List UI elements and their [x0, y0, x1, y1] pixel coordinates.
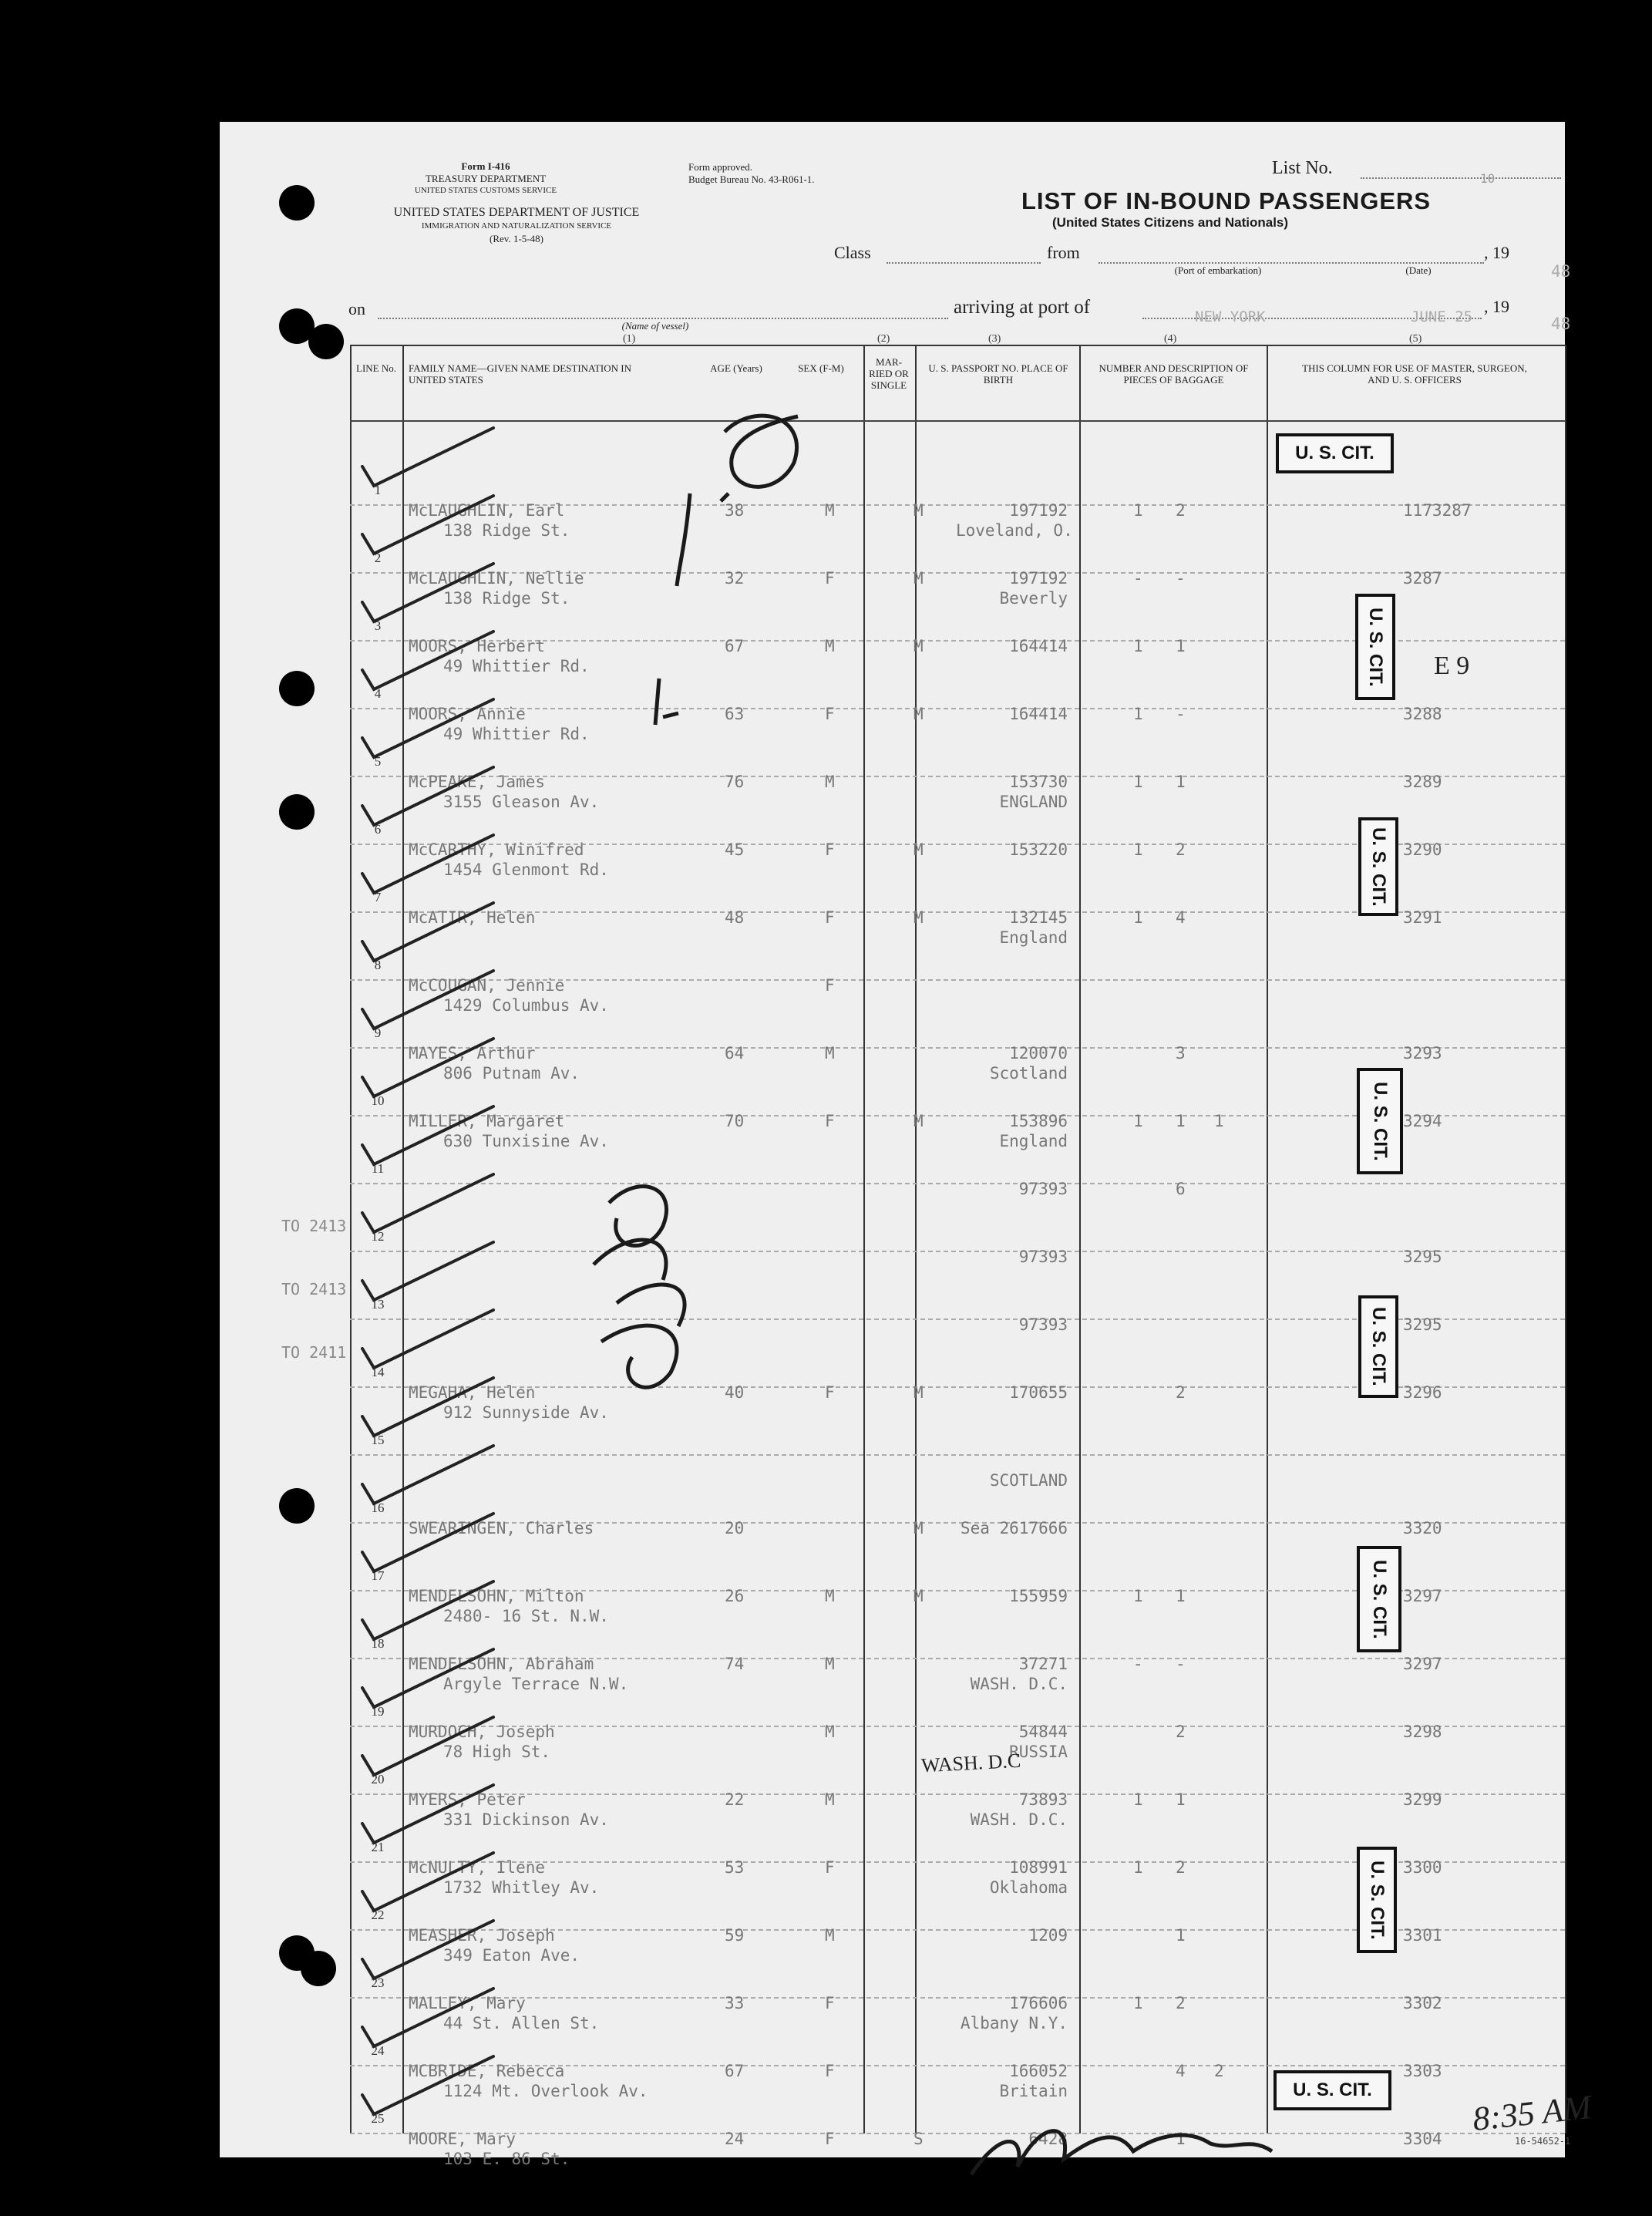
- officer-number: 3298: [1403, 1723, 1442, 1741]
- justice-dept: UNITED STATES DEPARTMENT OF JUSTICE: [393, 206, 640, 219]
- officer-number: 3295: [1403, 1315, 1442, 1334]
- us-cit-stamp: U. S. CIT.: [1273, 2070, 1391, 2110]
- year-value-2: 48: [1551, 315, 1571, 333]
- passenger-age: 67: [725, 637, 745, 655]
- baggage-count: 3: [1176, 1044, 1186, 1063]
- passport-number: 132145: [1009, 908, 1068, 927]
- baggage-count: 2: [1214, 2062, 1224, 2080]
- col-num-4: (4): [1164, 333, 1177, 345]
- col-num-1: (1): [623, 333, 636, 345]
- baggage-count: 1: [1133, 773, 1143, 791]
- line-number: 25: [371, 2111, 385, 2126]
- line-number: 3: [374, 618, 382, 633]
- officer-number: 3288: [1403, 705, 1442, 723]
- form-approved: Form approved.: [688, 161, 753, 173]
- baggage-count: 2: [1176, 1723, 1186, 1741]
- page-title: LIST OF IN-BOUND PASSENGERS: [1021, 187, 1432, 214]
- officer-number: 3297: [1403, 1655, 1442, 1673]
- passenger-address: 349 Eaton Ave.: [443, 1946, 580, 1965]
- check-mark: [362, 1989, 493, 2046]
- passenger-name: MAYES, Arthur: [409, 1044, 536, 1063]
- marital-status: M: [913, 637, 924, 655]
- port-value: NEW YORK: [1195, 308, 1266, 325]
- check-mark: [362, 564, 493, 621]
- passenger-sex: M: [825, 637, 835, 655]
- us-cit-stamp: U. S. CIT.: [1357, 1546, 1401, 1652]
- passenger-sex: M: [825, 1587, 835, 1605]
- check-mark: [362, 1039, 493, 1096]
- passport-number: 108991: [1009, 1858, 1068, 1877]
- arriving-label: arriving at port of: [954, 297, 1091, 318]
- passenger-age: 70: [725, 1112, 745, 1130]
- baggage-count: 1: [1133, 840, 1143, 859]
- passenger-age: 20: [725, 1519, 745, 1537]
- passenger-address: 78 High St.: [443, 1743, 551, 1761]
- class-label: Class: [834, 243, 871, 262]
- check-mark: [362, 631, 493, 689]
- officer-number: 3289: [1403, 773, 1442, 791]
- footer-code: 16-54652-1: [1515, 2136, 1571, 2147]
- check-mark: [362, 1785, 493, 1843]
- line-number: 9: [374, 1025, 382, 1040]
- marital-status: M: [913, 569, 924, 588]
- passenger-age: 40: [725, 1383, 745, 1402]
- place-of-birth: RUSSIA: [1009, 1743, 1068, 1761]
- line-number: 24: [371, 2043, 385, 2058]
- year-label-1: , 19: [1484, 243, 1509, 262]
- line-number: 17: [371, 1568, 385, 1583]
- check-mark: [362, 1446, 493, 1504]
- baggage-count: 1: [1133, 908, 1143, 927]
- budget-bureau: Budget Bureau No. 43-R061-1.: [688, 173, 815, 185]
- baggage-count: -: [1176, 705, 1186, 723]
- check-mark: [362, 1921, 493, 1979]
- passenger-address: 2480- 16 St. N.W.: [443, 1607, 609, 1625]
- baggage-count: 6: [1176, 1180, 1186, 1198]
- line-number: 14: [371, 1365, 385, 1379]
- passenger-name: MOORS, Annie: [409, 705, 526, 723]
- margin-note: TO 2413: [281, 1280, 347, 1298]
- passport-number: 166052: [1009, 2062, 1068, 2080]
- marital-status: M: [913, 1587, 924, 1605]
- passenger-address: 331 Dickinson Av.: [443, 1810, 609, 1829]
- passenger-sex: M: [825, 501, 835, 520]
- officer-number: 3296: [1403, 1383, 1442, 1402]
- date-caption: (Date): [1405, 264, 1432, 276]
- check-mark: [362, 1717, 493, 1775]
- marital-status: M: [913, 1112, 924, 1130]
- officer-number: 3301: [1403, 1926, 1442, 1945]
- marital-status: M: [913, 908, 924, 927]
- passenger-sex: F: [825, 1383, 835, 1402]
- baggage-count: -: [1133, 569, 1143, 588]
- line-number: 23: [371, 1975, 385, 1990]
- passport-number: 120070: [1009, 1044, 1068, 1063]
- marital-status: M: [913, 705, 924, 723]
- colhead-line: LINE No.: [356, 362, 396, 374]
- passenger-age: 38: [725, 501, 745, 520]
- list-no-label: List No.: [1272, 158, 1333, 178]
- colhead-sex: SEX (F-M): [798, 362, 844, 374]
- colhead-officers: THIS COLUMN FOR USE OF MASTER, SURGEON, AND U. S. OFFICERS: [1302, 362, 1527, 386]
- check-mark: [362, 1174, 493, 1232]
- officer-number: 3290: [1403, 840, 1442, 859]
- passenger-sex: F: [825, 2130, 835, 2148]
- check-mark: [362, 699, 493, 757]
- port-embark-caption: (Port of embarkation): [1174, 264, 1262, 276]
- place-of-birth: England: [999, 928, 1068, 947]
- passport-number: 37271: [1018, 1655, 1068, 1673]
- passenger-sex: M: [825, 1790, 835, 1809]
- line-number: 13: [371, 1297, 385, 1312]
- passenger-address: 138 Ridge St.: [443, 589, 570, 608]
- marital-status: M: [913, 501, 924, 520]
- baggage-count: -: [1133, 1655, 1143, 1673]
- passenger-name: MENDELSOHN, Milton: [409, 1587, 584, 1605]
- passport-number: 6428: [1028, 2130, 1068, 2148]
- treasury-dept: TREASURY DEPARTMENT: [425, 173, 547, 184]
- passenger-age: 33: [725, 1994, 745, 2012]
- line-number: 20: [371, 1772, 385, 1787]
- check-mark: [362, 496, 493, 554]
- passenger-age: 48: [725, 908, 745, 927]
- place-of-birth: WASH. D.C.: [970, 1810, 1068, 1829]
- passenger-sex: M: [825, 1044, 835, 1063]
- us-cit-stamp: U. S. CIT.: [1358, 1295, 1398, 1398]
- baggage-count: 4: [1176, 908, 1186, 927]
- passenger-sex: F: [825, 705, 835, 723]
- passenger-address: 630 Tunxisine Av.: [443, 1132, 609, 1150]
- passenger-address: 806 Putnam Av.: [443, 1064, 580, 1083]
- line-number: 6: [374, 822, 382, 837]
- passenger-sex: F: [825, 1112, 835, 1130]
- passenger-age: 22: [725, 1790, 745, 1809]
- passenger-address: 1124 Mt. Overlook Av.: [443, 2082, 648, 2100]
- baggage-count: 1: [1133, 501, 1143, 520]
- place-of-birth: SCOTLAND: [989, 1471, 1068, 1490]
- officer-number: 3303: [1403, 2062, 1442, 2080]
- marital-status: S: [913, 2130, 924, 2148]
- passenger-name: McATIR, Helen: [409, 908, 536, 927]
- passenger-address: Argyle Terrace N.W.: [443, 1675, 629, 1693]
- passport-number: Sea 2617666: [960, 1519, 1068, 1537]
- vessel-caption: (Name of vessel): [621, 320, 689, 332]
- scribble-mark: [594, 1187, 685, 1326]
- officer-number: 3297: [1403, 1587, 1442, 1605]
- passport-number: 153220: [1009, 840, 1068, 859]
- passenger-sex: F: [825, 569, 835, 588]
- passenger-name: McPEAKE, James: [409, 773, 546, 791]
- handwritten-time: 8:35 AM: [1470, 2088, 1593, 2138]
- passenger-sex: F: [825, 1858, 835, 1877]
- passenger-name: MEGAHA, Helen: [409, 1383, 536, 1402]
- from-label: from: [1047, 243, 1080, 262]
- colhead-married: MAR-RIED OR SINGLE: [869, 356, 909, 391]
- baggage-count: 1: [1176, 1587, 1186, 1605]
- place-of-birth: ENGLAND: [999, 793, 1068, 811]
- colhead-name: FAMILY NAME—GIVEN NAME DESTINATION IN UNITED STATES: [409, 362, 632, 386]
- us-cit-stamp: U. S. CIT.: [1357, 1068, 1403, 1174]
- passenger-name: MENDELSOHN, Abraham: [409, 1655, 594, 1673]
- line-number: 22: [371, 1908, 385, 1922]
- place-of-birth: Albany N.Y.: [960, 2014, 1068, 2032]
- baggage-count: 1: [1133, 1858, 1143, 1877]
- place-of-birth: Loveland, O.: [956, 521, 1073, 540]
- passenger-age: 32: [725, 569, 745, 588]
- baggage-count: 2: [1176, 1858, 1186, 1877]
- officer-number: 3300: [1403, 1858, 1442, 1877]
- place-of-birth: England: [999, 1132, 1068, 1150]
- passport-number: 155959: [1009, 1587, 1068, 1605]
- passenger-sex: F: [825, 976, 835, 995]
- officer-number: 3320: [1403, 1519, 1442, 1537]
- list-no-value: 10: [1480, 171, 1496, 186]
- year-label-2: , 19: [1484, 297, 1509, 316]
- colhead-age: AGE (Years): [710, 362, 762, 374]
- passenger-name: MURDOCH, Joseph: [409, 1723, 555, 1741]
- check-mark: [362, 767, 493, 825]
- passenger-name: McCOUGAN, Jennie: [409, 976, 565, 995]
- passport-number: 73893: [1018, 1790, 1068, 1809]
- passenger-name: McLAUGHLIN, Earl: [409, 501, 565, 520]
- baggage-count: 1: [1133, 1112, 1143, 1130]
- baggage-count: 2: [1176, 501, 1186, 520]
- scribble-mark: [677, 493, 728, 586]
- passenger-address: 1732 Whitley Av.: [443, 1878, 600, 1897]
- passenger-name: MILLER, Margaret: [409, 1112, 565, 1130]
- passenger-address: 1429 Columbus Av.: [443, 996, 609, 1015]
- line-number: 4: [374, 686, 382, 701]
- check-mark: [362, 835, 493, 893]
- baggage-count: 1: [1176, 1112, 1186, 1130]
- passenger-name: MEASHER, Joseph: [409, 1926, 555, 1945]
- passport-number: 176606: [1009, 1994, 1068, 2012]
- line-number: 8: [374, 958, 382, 972]
- passport-number: 54844: [1018, 1723, 1068, 1741]
- passport-number: 197192: [1009, 501, 1068, 520]
- passenger-sex: F: [825, 840, 835, 859]
- on-label: on: [348, 299, 365, 318]
- officer-number: 3302: [1403, 1994, 1442, 2012]
- passenger-address: 44 St. Allen St.: [443, 2014, 600, 2032]
- baggage-count: 1: [1176, 2130, 1186, 2148]
- passenger-address: 49 Whittier Rd.: [443, 725, 590, 743]
- passenger-address: 3155 Gleason Av.: [443, 793, 600, 811]
- passport-number: 97393: [1018, 1180, 1068, 1198]
- passenger-sex: F: [825, 1994, 835, 2012]
- passenger-sex: M: [825, 1655, 835, 1673]
- line-number: 12: [371, 1229, 385, 1244]
- scribble-mark: [601, 1325, 677, 1387]
- marital-status: M: [913, 840, 924, 859]
- passenger-address: 912 Sunnyside Av.: [443, 1403, 609, 1422]
- place-of-birth: Beverly: [999, 589, 1068, 608]
- passport-number: 164414: [1009, 705, 1068, 723]
- colhead-passport: U. S. PASSPORT NO. PLACE OF BIRTH: [928, 362, 1068, 386]
- check-mark: [362, 1581, 493, 1639]
- us-cit-stamp: U. S. CIT.: [1357, 1847, 1397, 1953]
- passport-number: 97393: [1018, 1248, 1068, 1266]
- signature: [971, 2131, 1272, 2174]
- line-number: 2: [374, 551, 382, 565]
- passenger-age: 67: [725, 2062, 745, 2080]
- baggage-count: 1: [1176, 1926, 1186, 1945]
- passenger-name: MOORS, Herbert: [409, 637, 546, 655]
- us-cit-stamp: U. S. CIT.: [1276, 433, 1394, 473]
- us-cit-stamp: U. S. CIT.: [1355, 594, 1395, 700]
- baggage-count: 4: [1176, 2062, 1186, 2080]
- baggage-count: -: [1176, 569, 1186, 588]
- passenger-name: MYERS, Peter: [409, 1790, 526, 1809]
- margin-note: TO 2413: [281, 1217, 347, 1235]
- line-number: 7: [374, 890, 382, 904]
- place-of-birth: WASH. D.C.: [970, 1675, 1068, 1693]
- baggage-count: 1: [1133, 705, 1143, 723]
- officer-number: 1173287: [1403, 501, 1472, 520]
- check-mark: [362, 1106, 493, 1164]
- us-cit-stamp: U. S. CIT.: [1358, 817, 1398, 916]
- passport-number: 153730: [1009, 773, 1068, 791]
- ins-service: IMMIGRATION AND NATURALIZATION SERVICE: [421, 221, 612, 231]
- passenger-name: MALLEY, Mary: [409, 1994, 526, 2012]
- passenger-name: SWEARINGEN, Charles: [409, 1519, 594, 1537]
- passenger-sex: M: [825, 1926, 835, 1945]
- page-subtitle: (United States Citizens and Nationals): [1052, 215, 1289, 230]
- check-mark: [362, 1649, 493, 1707]
- passenger-age: 45: [725, 840, 745, 859]
- line-number: 11: [371, 1161, 385, 1176]
- baggage-count: 1: [1133, 1994, 1143, 2012]
- passenger-address: 49 Whittier Rd.: [443, 657, 590, 675]
- baggage-count: 1: [1176, 1790, 1186, 1809]
- check-mark: [362, 1310, 493, 1368]
- passenger-age: 76: [725, 773, 745, 791]
- passport-number: 197192: [1009, 569, 1068, 588]
- passenger-age: 24: [725, 2130, 745, 2148]
- check-mark: [362, 903, 493, 961]
- margin-note: TO 2411: [281, 1343, 347, 1362]
- check-mark: [362, 1378, 493, 1436]
- passenger-address: 103 E. 86 St.: [443, 2150, 570, 2168]
- passenger-sex: M: [825, 773, 835, 791]
- baggage-count: -: [1176, 1655, 1186, 1673]
- passenger-sex: F: [825, 908, 835, 927]
- passenger-sex: M: [825, 1723, 835, 1741]
- baggage-count: 1: [1133, 637, 1143, 655]
- officer-number: 3295: [1403, 1248, 1442, 1266]
- passenger-address: 138 Ridge St.: [443, 521, 570, 540]
- place-of-birth: Scotland: [989, 1064, 1068, 1083]
- line-number: 16: [371, 1500, 385, 1515]
- line-number: 21: [371, 1840, 385, 1854]
- baggage-count: 1: [1214, 1112, 1224, 1130]
- baggage-count: 1: [1133, 1587, 1143, 1605]
- passenger-address: 1454 Glenmont Rd.: [443, 860, 609, 879]
- passport-number: 97393: [1018, 1315, 1068, 1334]
- form-id: Form I-416: [461, 160, 510, 172]
- check-mark: [362, 1514, 493, 1571]
- passenger-age: 53: [725, 1858, 745, 1877]
- officer-number: 3293: [1403, 1044, 1442, 1063]
- scribble-mark: [655, 679, 678, 725]
- check-mark: [362, 2056, 493, 2114]
- passenger-age: 26: [725, 1587, 745, 1605]
- handwritten-note: E 9: [1434, 652, 1470, 680]
- passport-number: 153896: [1009, 1112, 1068, 1130]
- passenger-name: McCARTHY, Winifred: [409, 840, 584, 859]
- passport-number: 170655: [1009, 1383, 1068, 1402]
- line-number: 18: [371, 1636, 385, 1651]
- passenger-name: MCBRIDE, Rebecca: [409, 2062, 565, 2080]
- passenger-name: MOORE, Mary: [409, 2130, 516, 2148]
- baggage-count: 2: [1176, 840, 1186, 859]
- passenger-age: 59: [725, 1926, 745, 1945]
- officer-number: 3299: [1403, 1790, 1442, 1809]
- customs-service: UNITED STATES CUSTOMS SERVICE: [414, 186, 557, 195]
- year-value-1: 48: [1551, 262, 1571, 281]
- passenger-name: McLAUGHLIN, Nellie: [409, 569, 584, 588]
- check-mark: [362, 428, 493, 486]
- passenger-age: 64: [725, 1044, 745, 1063]
- officer-number: 3291: [1403, 908, 1442, 927]
- baggage-count: 1: [1176, 637, 1186, 655]
- marital-status: M: [913, 1519, 924, 1537]
- line-number: 19: [371, 1704, 385, 1719]
- passenger-age: 63: [725, 705, 745, 723]
- passport-number: 164414: [1009, 637, 1068, 655]
- baggage-count: 1: [1176, 773, 1186, 791]
- col-num-5: (5): [1409, 333, 1422, 345]
- scribble-mark: [725, 416, 798, 487]
- line-number: 1: [374, 483, 382, 497]
- officer-number: 3294: [1403, 1112, 1442, 1130]
- marital-status: M: [913, 1383, 924, 1402]
- line-number: 15: [371, 1433, 385, 1447]
- handwritten-note: WASH. D.C: [920, 1749, 1021, 1777]
- baggage-count: 1: [1133, 1790, 1143, 1809]
- check-mark: [362, 1853, 493, 1911]
- officer-number: 3287: [1403, 569, 1442, 588]
- passenger-age: 74: [725, 1655, 745, 1673]
- passport-number: 1209: [1028, 1926, 1068, 1945]
- place-of-birth: Britain: [999, 2082, 1068, 2100]
- revision: (Rev. 1-5-48): [490, 233, 543, 244]
- col-num-2: (2): [877, 333, 890, 345]
- baggage-count: 2: [1176, 1994, 1186, 2012]
- check-mark: [362, 971, 493, 1029]
- line-number: 5: [374, 754, 382, 769]
- line-number: 10: [371, 1093, 385, 1108]
- passenger-name: McNULTY, Ilene: [409, 1858, 546, 1877]
- officer-number: 3304: [1403, 2130, 1442, 2148]
- place-of-birth: Oklahoma: [989, 1878, 1068, 1897]
- colhead-baggage: NUMBER AND DESCRIPTION OF PIECES OF BAGGAGE: [1099, 362, 1249, 386]
- baggage-count: 2: [1176, 1383, 1186, 1402]
- check-mark: [362, 1242, 493, 1300]
- arrive-date-value: JUNE 25: [1411, 308, 1473, 325]
- col-num-3: (3): [988, 333, 1001, 345]
- passenger-sex: F: [825, 2062, 835, 2080]
